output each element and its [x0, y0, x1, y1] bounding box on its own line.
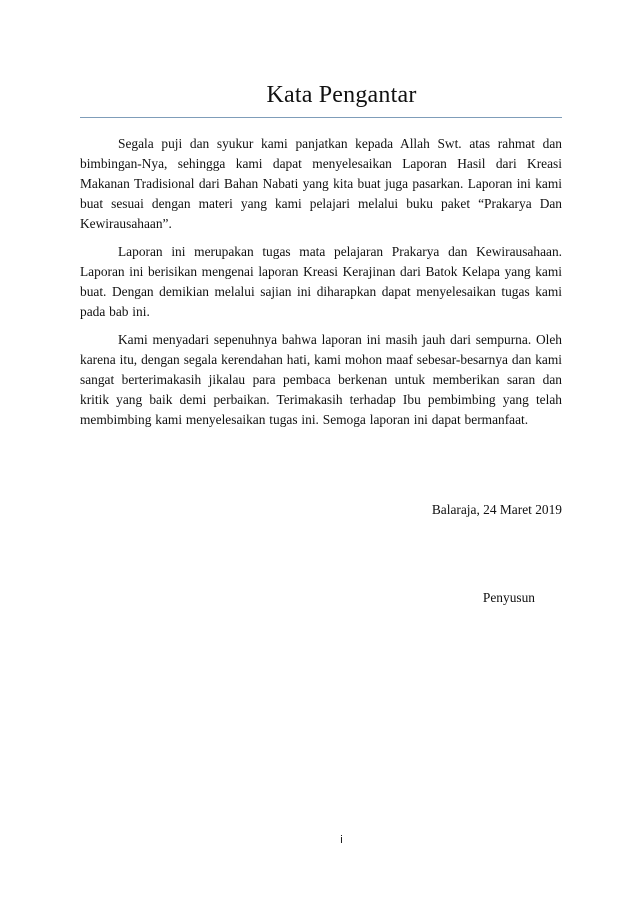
title-underline-rule	[80, 117, 562, 118]
preface-body	[80, 134, 562, 438]
place-date-line: Balaraja, 24 Maret 2019	[431, 502, 562, 517]
signer-label: Penyusun	[482, 590, 535, 605]
page-number: i	[340, 834, 343, 846]
paragraph-1: Segala puji dan syukur kami panjatkan kepada Allah Swt. atas rahmat dan bimbingan-Nya, sehingga kami dapat menyelesaikan Laporan Hasil dari Kreasi Makanan Tradisional dari Bahan Nabati yang kita buat juga pasarkan. Laporan ini kami buat sesuai dengan materi yang kami pelajari melalui buku paket “Prakarya Dan Kewirausahaan”.	[80, 136, 562, 231]
paragraph-2: Laporan ini merupakan tugas mata pelajaran Prakarya dan Kewirausahaan. Laporan ini berisikan mengenai laporan Kreasi Kerajinan dari Batok Kelapa yang kami buat. Dengan demikian melalui sajian ini diharapkan dapat menyelesaikan tugas kami pada bab ini.	[80, 244, 562, 319]
paragraph-3: Kami menyadari sepenuhnya bahwa laporan ini masih jauh dari sempurna. Oleh karena itu, dengan segala kerendahan hati, kami mohon maaf sebesar-besarnya dan kami sangat berterimakasih jikalau para pembaca berkenan untuk memberikan saran dan kritik yang baik demi perbaikan. Terimakasih terhadap Ibu pembimbing yang telah membimbing kami menyelesaikan tugas ini. Semoga laporan ini dapat bermanfaat.	[80, 332, 562, 427]
signer-block	[300, 588, 562, 608]
page-title: Kata Pengantar	[266, 82, 417, 108]
